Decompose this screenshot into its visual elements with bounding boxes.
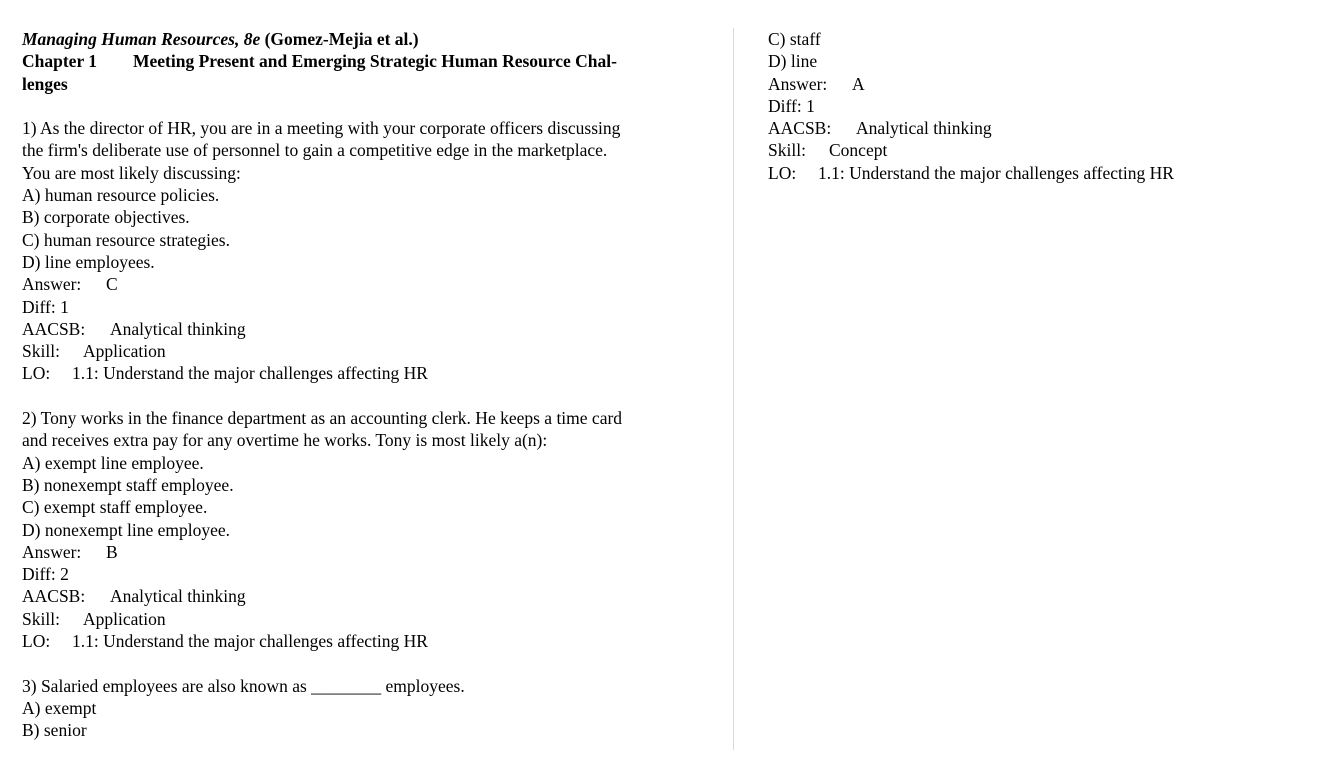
- answer-option: D) nonexempt line employee.: [22, 519, 230, 540]
- lo-row: [768, 162, 1308, 184]
- answer-option: B) senior: [22, 720, 87, 741]
- answer-option: B) nonexempt staff employee.: [22, 474, 234, 495]
- answer-option: C) staff: [768, 29, 821, 49]
- book-authors: (Gomez-Mejia et al.): [260, 29, 419, 49]
- chapter-title-line2: lenges: [22, 73, 68, 94]
- answer-option: B) corporate objectives.: [22, 207, 190, 228]
- lo-row: [22, 362, 702, 384]
- lo-value: 1.1: Understand the major challenges affecting HR: [72, 631, 428, 652]
- aacsb-value: Analytical thinking: [856, 118, 992, 139]
- skill-row: [768, 139, 1308, 161]
- question-stem: You are most likely discussing:: [22, 162, 241, 183]
- question-block-continued: [768, 28, 1308, 184]
- answer-value: B: [106, 541, 118, 562]
- question-block: [22, 117, 702, 385]
- left-column: [22, 28, 702, 742]
- lo-value: 1.1: Understand the major challenges affecting HR: [72, 363, 428, 384]
- diff-row: [768, 95, 1308, 117]
- diff-value: 2: [60, 564, 69, 585]
- chapter-title-line1: Meeting Present and Emerging Strategic Human Resource Chal-: [133, 51, 617, 72]
- chapter-heading: [22, 50, 702, 72]
- diff-label: Diff:: [22, 296, 56, 317]
- lo-label: LO:: [768, 162, 797, 183]
- aacsb-label: AACSB:: [768, 118, 832, 139]
- question-stem: the firm's deliberate use of personnel to gain a competitive edge in the marketplace.: [22, 140, 608, 161]
- answer-option: C) human resource strategies.: [22, 229, 230, 250]
- answer-option: D) line employees.: [22, 251, 155, 272]
- question-stem: and receives extra pay for any overtime he works. Tony is most likely a(n):: [22, 430, 548, 451]
- book-title: Managing Human Resources, 8e: [22, 29, 261, 49]
- diff-value: 1: [806, 95, 815, 116]
- answer-option: A) human resource policies.: [22, 185, 220, 206]
- question-block: [22, 675, 702, 742]
- aacsb-label: AACSB:: [22, 586, 86, 607]
- column-divider: [733, 28, 734, 750]
- answer-value: C: [106, 274, 118, 295]
- question-block: [22, 407, 702, 652]
- skill-value: Application: [83, 341, 166, 362]
- diff-row: [22, 563, 702, 585]
- right-column: [768, 28, 1308, 184]
- diff-label: Diff:: [768, 95, 802, 116]
- diff-value: 1: [60, 296, 69, 317]
- skill-row: [22, 608, 702, 630]
- aacsb-value: Analytical thinking: [110, 586, 246, 607]
- lo-label: LO:: [22, 631, 51, 652]
- answer-option: A) exempt line employee.: [22, 452, 204, 473]
- chapter-label: Chapter 1: [22, 51, 98, 72]
- lo-value: 1.1: Understand the major challenges affecting HR: [818, 162, 1174, 183]
- skill-label: Skill:: [22, 608, 60, 629]
- answer-option: C) exempt staff employee.: [22, 497, 208, 518]
- diff-label: Diff:: [22, 564, 56, 585]
- skill-label: Skill:: [22, 341, 60, 362]
- skill-label: Skill:: [768, 140, 806, 161]
- answer-row: [768, 73, 1308, 95]
- answer-value: A: [852, 73, 865, 94]
- skill-value: Application: [83, 608, 166, 629]
- lo-label: LO:: [22, 363, 51, 384]
- answer-label: Answer:: [768, 73, 828, 94]
- aacsb-label: AACSB:: [22, 318, 86, 339]
- question-stem: 3) Salaried employees are also known as ________ employees.: [22, 675, 465, 696]
- spacer: [22, 95, 702, 117]
- answer-row: [22, 273, 702, 295]
- answer-label: Answer:: [22, 274, 82, 295]
- question-stem: 1) As the director of HR, you are in a meeting with your corporate officers discussing: [22, 118, 621, 139]
- skill-row: [22, 340, 702, 362]
- spacer: [22, 385, 702, 407]
- aacsb-value: Analytical thinking: [110, 318, 246, 339]
- answer-option: A) exempt: [22, 697, 97, 718]
- answer-label: Answer:: [22, 541, 82, 562]
- question-stem: 2) Tony works in the finance department as an accounting clerk. He keeps a time card: [22, 408, 623, 429]
- answer-option: D) line: [768, 51, 818, 72]
- aacsb-row: [22, 585, 702, 607]
- skill-value: Concept: [829, 140, 888, 161]
- lo-row: [22, 630, 702, 652]
- aacsb-row: [768, 117, 1308, 139]
- book-header: [22, 28, 702, 50]
- spacer: [22, 652, 702, 674]
- answer-row: [22, 541, 702, 563]
- diff-row: [22, 296, 702, 318]
- aacsb-row: [22, 318, 702, 340]
